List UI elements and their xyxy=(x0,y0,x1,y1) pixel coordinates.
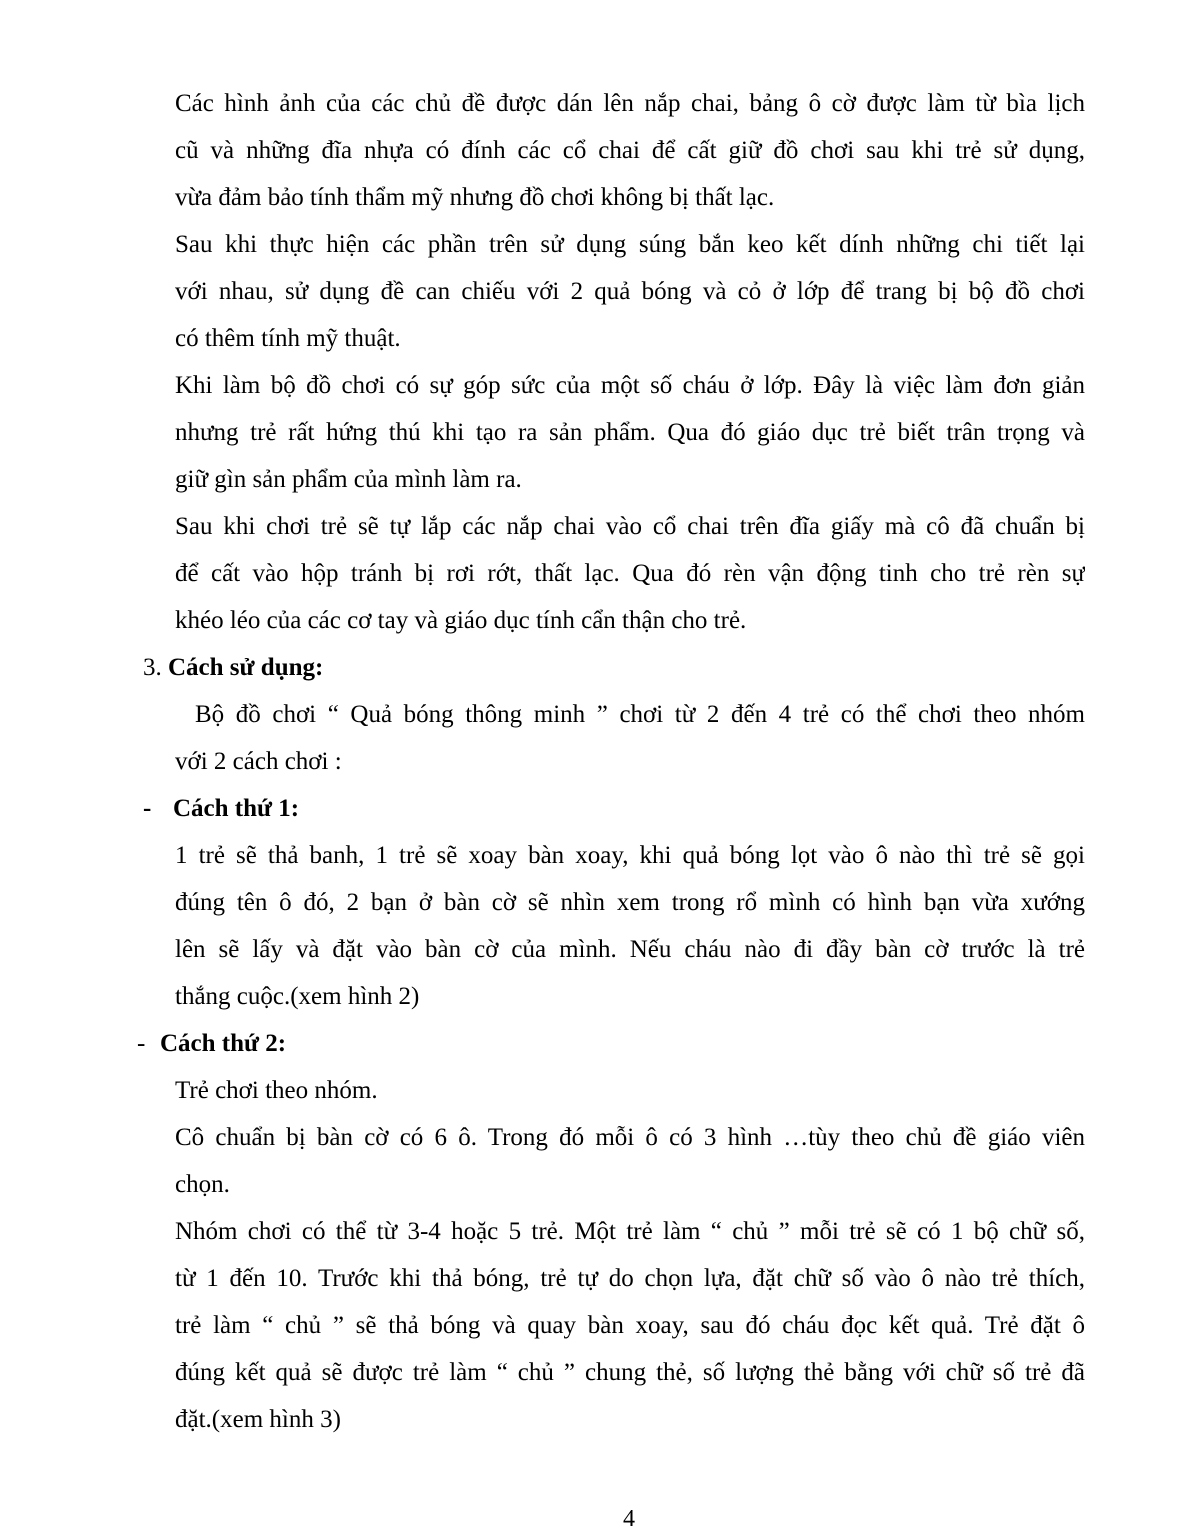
text-line: Sau khi chơi trẻ sẽ tự lắp các nắp chai vào cổ chai trên đĩa giấy mà cô đã chuẩn bị xyxy=(175,513,1085,540)
text-line: Sau khi thực hiện các phần trên sử dụng súng bắn keo kết dính những chi tiết lại xyxy=(175,231,1085,258)
text-line: với 2 cách chơi : xyxy=(175,748,342,775)
section-heading xyxy=(143,653,323,683)
text-line: từ 1 đến 10. Trước khi thả bóng, trẻ tự do chọn lựa, đặt chữ số vào ô nào trẻ thích, xyxy=(175,1265,1085,1292)
text-line: giữ gìn sản phẩm của mình làm ra. xyxy=(175,466,522,493)
text-line: Nhóm chơi có thể từ 3-4 hoặc 5 trẻ. Một trẻ làm “ chủ ” mỗi trẻ sẽ có 1 bộ chữ số, xyxy=(175,1218,1085,1245)
text-line: vừa đảm bảo tính thẩm mỹ nhưng đồ chơi không bị thất lạc. xyxy=(175,184,775,211)
bullet: - xyxy=(143,795,152,822)
text-line: thắng cuộc.(xem hình 2) xyxy=(175,983,420,1010)
text-line: Trẻ chơi theo nhóm. xyxy=(175,1077,378,1104)
subheading-way-2 xyxy=(137,1029,145,1059)
text-line: Cô chuẩn bị bàn cờ có 6 ô. Trong đó mỗi ô có 3 hình …tùy theo chủ đề giáo viên xyxy=(175,1124,1085,1151)
text-line: Các hình ảnh của các chủ đề được dán lên nắp chai, bảng ô cờ được làm từ bìa lịch xyxy=(175,90,1085,117)
text-line: nhưng trẻ rất hứng thú khi tạo ra sản phẩm. Qua đó giáo dục trẻ biết trân trọng và xyxy=(175,419,1085,446)
way-2-title xyxy=(160,1029,286,1059)
text-line: cũ và những đĩa nhựa có đính các cổ chai để cất giữ đồ chơi sau khi trẻ sử dụng, xyxy=(175,137,1085,164)
text-line: có thêm tính mỹ thuật. xyxy=(175,325,401,352)
section-title: Cách sử dụng: xyxy=(168,654,324,681)
text-line: Khi làm bộ đồ chơi có sự góp sức của một số cháu ở lớp. Đây là việc làm đơn giản xyxy=(175,372,1085,399)
text-line: 1 trẻ sẽ thả banh, 1 trẻ sẽ xoay bàn xoay, khi quả bóng lọt vào ô nào thì trẻ sẽ gọi xyxy=(175,842,1085,869)
text-line: đúng kết quả sẽ được trẻ làm “ chủ ” chung thẻ, số lượng thẻ bằng với chữ số trẻ đã xyxy=(175,1359,1085,1386)
text-line: với nhau, sử dụng đề can chiếu với 2 quả bóng và cỏ ở lớp để trang bị bộ đồ chơi xyxy=(175,278,1085,305)
text-line: Bộ đồ chơi “ Quả bóng thông minh ” chơi từ 2 đến 4 trẻ có thể chơi theo nhóm xyxy=(195,701,1085,728)
subheading-way-1 xyxy=(143,794,151,824)
text-line: chọn. xyxy=(175,1171,230,1198)
text-line: đúng tên ô đó, 2 bạn ở bàn cờ sẽ nhìn xem trong rổ mình có hình bạn vừa xướng xyxy=(175,889,1085,916)
way-1-title xyxy=(173,794,299,824)
way-1-title-text: Cách thứ 1: xyxy=(173,795,300,822)
text-line: đặt.(xem hình 3) xyxy=(175,1406,341,1433)
text-line: trẻ làm “ chủ ” sẽ thả bóng và quay bàn xoay, sau đó cháu đọc kết quả. Trẻ đặt ô xyxy=(175,1312,1085,1339)
text-line: khéo léo của các cơ tay và giáo dục tính cẩn thận cho trẻ. xyxy=(175,607,747,634)
text-line: để cất vào hộp tránh bị rơi rớt, thất lạc. Qua đó rèn vận động tinh cho trẻ rèn sự xyxy=(175,560,1085,587)
text-line: lên sẽ lấy và đặt vào bàn cờ của mình. Nếu cháu nào đi đầy bàn cờ trước là trẻ xyxy=(175,936,1085,963)
bullet: - xyxy=(137,1030,146,1057)
section-number: 3. xyxy=(143,654,162,681)
page-number: 4 xyxy=(623,1506,635,1532)
way-2-title-text: Cách thứ 2: xyxy=(160,1030,287,1057)
